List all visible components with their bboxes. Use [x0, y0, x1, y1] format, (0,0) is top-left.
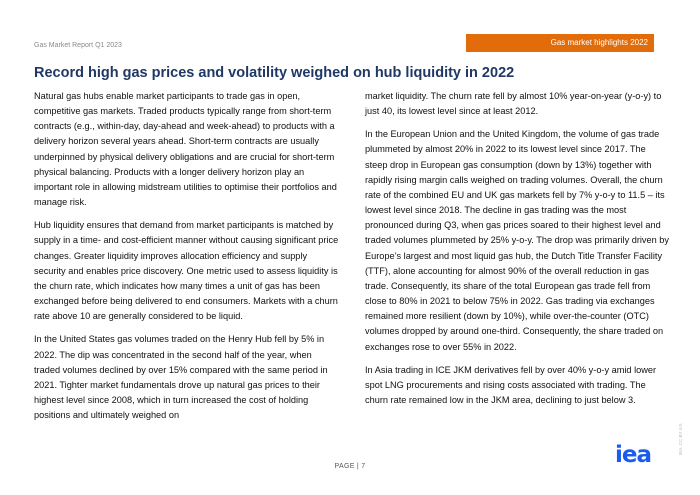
paragraph: In the United States gas volumes traded on the Henry Hub fell by 5% in 2022. The dip was concentrated in the second half of the year, when traded volumes declined by over 15% compared with the same period in 2021. Tighter market fundamentals drove up natural gas prices to their highest level since 2008, which in turn increased the cost of holding positions and ultimately weighed on [34, 334, 328, 421]
paragraph: market liquidity. The churn rate fell by almost 10% year-on-year (y-o-y) to just 40, its lowest level since at least 2012. [365, 91, 662, 117]
right-column [365, 89, 670, 416]
paragraph: Natural gas hubs enable market participants to trade gas in open, competitive gas markets. Traded products typically range from short-term contracts (e.g., within-day, day-ahead and week-ahead) to products with a delivery horizon several years ahead. Short-term contracts are usually underpinned by physical delivery obligations and are crucial for short-term physical balancing. Products with a longer delivery horizon play an important role in allowing midstream utilities to optimise their portfolios and manage risk. [34, 91, 337, 208]
left-column [34, 89, 339, 431]
paragraph: In the European Union and the United Kingdom, the volume of gas trade plummeted by almost 20% in 2022 to its lowest level since 2017. The steep drop in European gas consumption (down by 13%) together with rapidly rising margin calls weighed on trading volumes. Overall, the churn rate of the combined EU and UK gas markets fell by 7% y-o-y to 11.5 – its lowest level since 2018. The decline in gas trading was the most pronounced during Q3, when gas prices soared to their highest level and traded volumes plummeted by 25% y-o-y. The drop was primarily driven by Europe’s largest and most liquid gas hub, the Dutch Title Transfer Facility (TTF), alone accounting for almost 90% of the overall reduction in gas trade. Consequently, its share of the total European gas trade fell from close to 80% in 2021 to below 75% in 2022. Gas trading via exchanges remained more resilient (down by 10%), while over-the-counter (OTC) volumes dropped by around one-third. Consequently, the share traded on exchanges rose to over 55% in 2022. [365, 129, 669, 352]
report-name: Gas Market Report Q1 2023 [34, 42, 122, 49]
license-text: IEA. CC BY 4.0. [678, 422, 683, 455]
page-title: Record high gas prices and volatility weighed on hub liquidity in 2022 [34, 65, 515, 81]
paragraph: In Asia trading in ICE JKM derivatives fell by over 40% y-o-y amid lower spot LNG procurements and rising costs associated with trading. The churn rate remained low in the JKM area, declining to just below 3. [365, 364, 657, 405]
page-number: PAGE | 7 [334, 463, 366, 470]
paragraph: Hub liquidity ensures that demand from market participants is matched by supply in a time- and cost-efficient manner without causing significant price changes. Greater liquidity improves allocation efficiency and supply security and enables price discovery. One metric used to assess liquidity is the churn rate, which indicates how many times a unit of gas has been exchanged before being delivered to end consumers. Markets with a churn rate above 10 are generally considered to be liquid. [34, 220, 339, 322]
section-tab: Gas market highlights 2022 [466, 34, 654, 52]
iea-logo: iea [615, 442, 652, 468]
